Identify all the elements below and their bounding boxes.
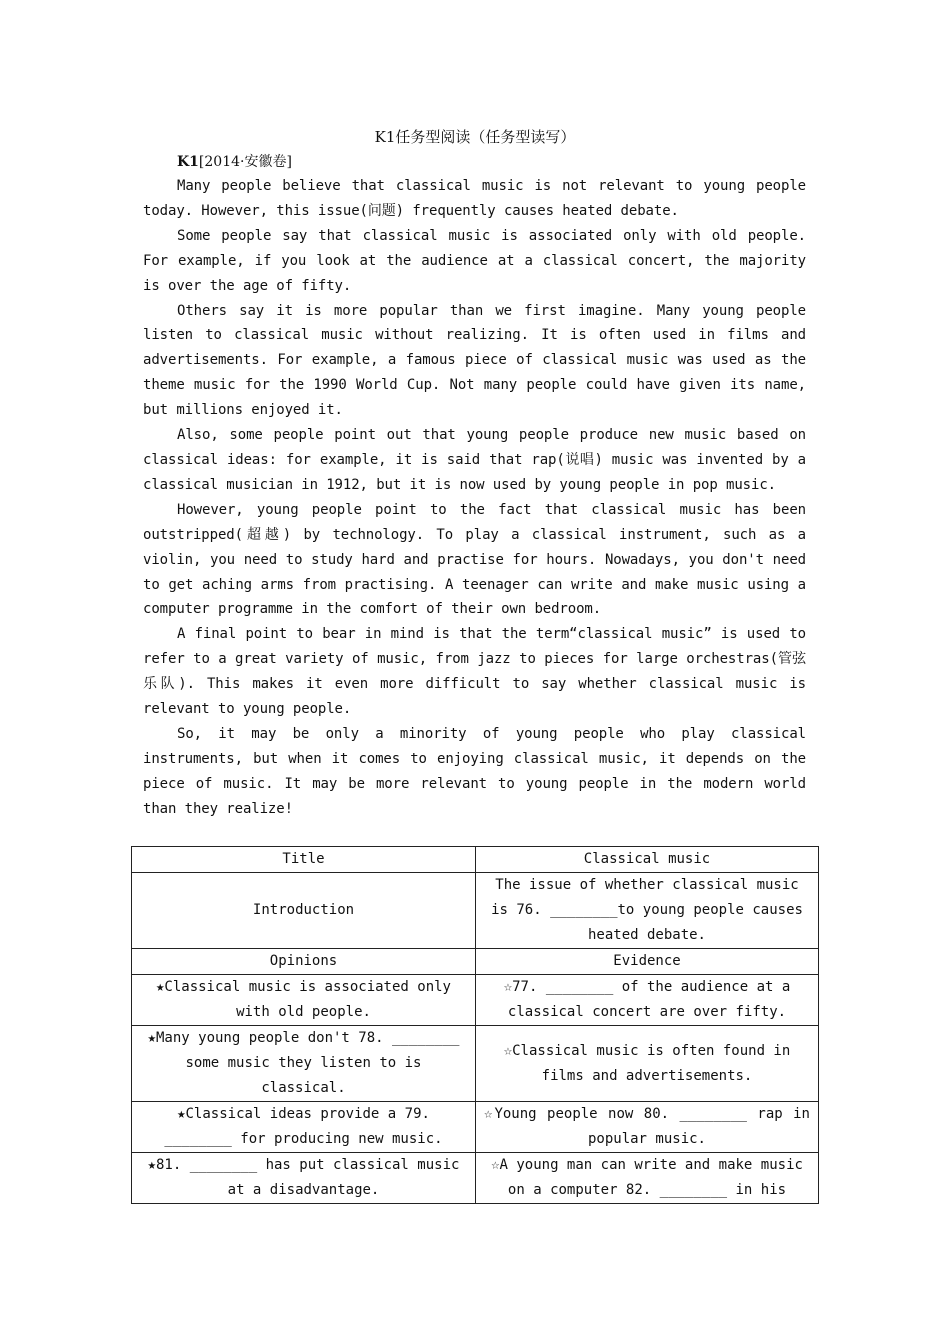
table-cell: ☆A young man can write and make music on a computer 82. ________ in his [476,1153,819,1204]
source-code: K1 [177,154,199,170]
table-row [132,873,819,949]
paragraph: A final point to bear in mind is that the term“classical music” is used to refer to a great variety of music, from jazz to pieces for large orchestras(管弦乐队). This makes it even more difficult to say whether classical music is relevant to young people. [143,626,806,718]
table-cell: ★Classical music is associated only with old people. [132,975,476,1026]
table-cell: ★Many young people don't 78. ________ some music they listen to is classical. [132,1026,476,1102]
table-cell: ☆Classical music is often found in films and advertisements. [476,1026,819,1102]
table-row [132,1026,819,1102]
table-cell: ★81. ________ has put classical music at a disadvantage. [132,1153,476,1204]
paragraph: However, young people point to the fact that classical music has been outstripped(超越) by technology. To play a classical instrument, such as a violin, you need to study hard and practise for hours. Nowadays, you don't need to get aching arms from practising. A teenager can write and make music using a computer programme in the comfort of their own bedroom. [143,501,806,618]
task-table [131,846,819,1204]
table-cell: ★Classical ideas provide a 79. ________ for producing new music. [132,1102,476,1153]
table-row [132,1153,819,1204]
table-row [132,847,819,873]
paragraph: Others say it is more popular than we first imagine. Many young people listen to classical music without realizing. It is often used in films and advertisements. For example, a famous piece of classical music was used as the theme music for the 1990 World Cup. Not many people could have given its name, but millions enjoyed it. [143,302,806,419]
table-row [132,1102,819,1153]
paragraph: Also, some people point out that young people produce new music based on classical ideas: for example, it is said that rap(说唱) music was invented by a classical musician in 1912, but it is now used by young people in pop music. [143,427,806,493]
paragraph: Some people say that classical music is associated only with old people. For example, if you look at the audience at a classical concert, the majority is over the age of fifty. [143,227,806,294]
table-cell: ☆Young people now 80. ________ rap in popular music. [476,1102,819,1153]
table-cell: Classical music [476,847,819,873]
table-row [132,949,819,975]
table-cell: Introduction [132,873,476,949]
paragraph: So, it may be only a minority of young people who play classical instruments, but when it comes to enjoying classical music, it depends on the piece of music. It may be more relevant to young people in the modern world than they realize! [143,725,806,817]
table-cell: The issue of whether classical music is 76. ________to young people causes heated debate. [476,873,819,949]
table-cell: Opinions [132,949,476,975]
table-cell: Title [132,847,476,873]
page-title: K1任务型阅读（任务型读写） [374,128,576,146]
paragraph: Many people believe that classical music is not relevant to young people today. However, this issue(问题) frequently causes heated debate. [143,178,806,219]
table-cell: ☆77. ________ of the audience at a classical concert are over fifty. [476,975,819,1026]
reading-passage [143,174,806,822]
source-line [177,151,292,171]
table-cell: Evidence [476,949,819,975]
table-row [132,975,819,1026]
source-exam: [2014·安徽卷] [198,154,292,170]
